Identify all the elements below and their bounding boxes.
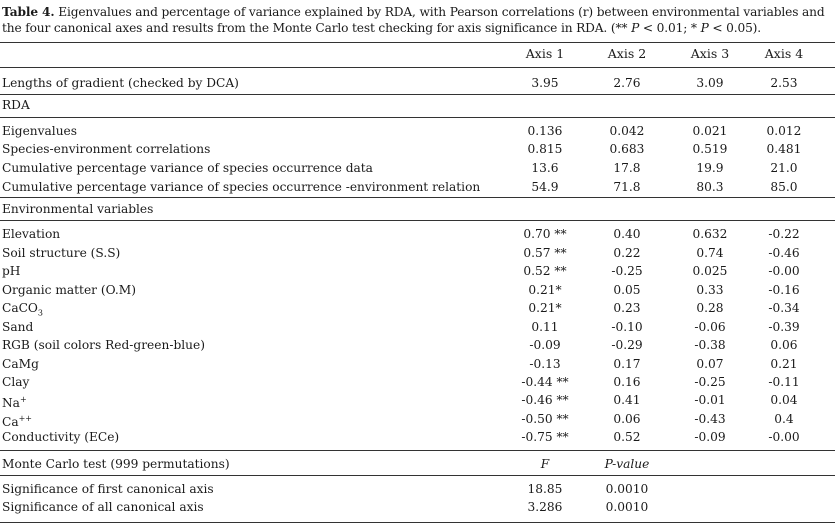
table-cell: 0.40 [613,227,641,241]
table-row [0,140,835,158]
header-row [0,45,835,63]
table-cell: -0.25 [611,264,643,278]
table-cell: -0.43 [694,412,726,426]
row-label-text: Ca [2,415,19,430]
monte-title: Monte Carlo test (999 permutations) [2,457,230,471]
table-cell: 71.8 [613,180,641,194]
rda-section-row [0,96,835,114]
table-cell: -0.00 [768,430,800,444]
table-cell: 0.21* [528,301,562,315]
table-cell: 3.95 [531,76,559,90]
table-cell: -0.22 [768,227,800,241]
table-cell: 0.52 [613,430,641,444]
table-cell: -0.38 [694,338,726,352]
table-cell: -0.01 [694,393,726,407]
row-label: CaMg [2,357,39,371]
table-cell: 0.815 [527,142,563,156]
row-label-sup: + [19,395,27,404]
table-cell: -0.11 [768,375,800,389]
table-cell: 0.632 [692,227,728,241]
row-label: RGB (soil colors Red-green-blue) [2,338,205,352]
table-row [0,318,835,336]
table-cell: 0.06 [770,338,798,352]
table-cell: 0.025 [692,264,728,278]
table-cell: 0.16 [613,375,641,389]
table-cell: 0.04 [770,393,798,407]
table-cell: -0.13 [529,357,561,371]
row-label: Cumulative percentage variance of species occurrence -environment relation [2,180,481,194]
row-label [2,391,27,412]
row-label-text: Na [2,396,20,411]
table-cell: 0.22 [613,246,641,260]
table-cell: 3.09 [696,76,724,90]
header-axis-2: Axis 2 [607,46,647,61]
table-cell: 0.481 [766,142,802,156]
table-cell: 0.57 ** [523,246,567,260]
table-cell: 0.23 [613,301,641,315]
table-row [0,336,835,354]
caption-text-c: < 0.05). [708,21,762,35]
table-cell: -0.06 [694,320,726,334]
table-cell: 0.17 [613,357,641,371]
row-label-sub: 3 [37,308,44,318]
row-label: Conductivity (ECe) [2,430,120,444]
table-cell: 18.85 [527,482,563,496]
table-cell: 3.286 [527,500,563,514]
row-label: Significance of first canonical axis [2,482,214,496]
table-cell: 0.07 [696,357,724,371]
table-cell: -0.34 [768,301,800,315]
env-end-rule [0,450,835,451]
caption-text-a: Eigenvalues and percentage of variance explained by RDA, with Pearson correlations (r) between environmental variables and the four canonical axes and results from the Monte Carlo test checking for axis significance in RDA. (** [2,5,825,35]
monte-col-f: F [540,457,550,471]
row-label: pH [2,264,21,278]
table-cell: -0.09 [529,338,561,352]
caption-label: Table 4. [2,5,55,19]
table-cell: 0.519 [692,142,728,156]
env-section-title: Environmental variables [2,202,154,216]
header-axis-3: Axis 3 [690,46,730,61]
table-cell: -0.29 [611,338,643,352]
table-row [0,178,835,196]
table-cell: -0.10 [611,320,643,334]
env-rule [0,220,835,221]
table-cell: 0.012 [766,124,802,138]
table-cell: -0.00 [768,264,800,278]
table-cell: 0.021 [692,124,728,138]
table-cell: 0.06 [613,412,641,426]
row-label: Sand [2,320,34,334]
bottom-rule [0,522,835,523]
row-label: Significance of all canonical axis [2,500,204,514]
table-row [0,428,835,446]
table-row [0,498,835,516]
table-cell: 80.3 [696,180,724,194]
monte-col-p: P-value [604,457,650,471]
table-cell: 2.76 [613,76,641,90]
table-row [0,159,835,177]
row-label-sup: ++ [18,414,32,423]
rda-end-rule [0,197,835,198]
table-row [0,281,835,299]
caption-p2: P [700,21,709,35]
row-label: Soil structure (S.S) [2,246,121,260]
header-axis-1: Axis 1 [525,46,565,61]
table-cell: -0.25 [694,375,726,389]
table-cell: 13.6 [531,161,559,175]
table-cell: 0.4 [774,412,794,426]
caption-p1: P [631,21,640,35]
table-cell: -0.39 [768,320,800,334]
table-cell: 21.0 [770,161,798,175]
table-row [0,391,835,409]
table-cell: 0.74 [696,246,724,260]
table-row [0,410,835,428]
gradient-label: Lengths of gradient (checked by DCA) [2,76,239,90]
table-cell: 0.52 ** [523,264,567,278]
monte-rule [0,475,835,476]
table-cell: -0.09 [694,430,726,444]
table-cell: 2.53 [770,76,798,90]
rda-section-title: RDA [2,98,30,112]
table-row [0,373,835,391]
table-cell: 0.33 [696,283,724,297]
top-rule [0,42,835,43]
table-cell: -0.46 [768,246,800,260]
env-section-row [0,200,835,218]
table-cell: 0.41 [613,393,641,407]
table-cell: 0.0010 [605,482,649,496]
header-rule [0,67,835,68]
table-cell: -0.75 ** [521,430,569,444]
row-label: Cumulative percentage variance of species occurrence data [2,161,373,175]
row-label: Eigenvalues [2,124,78,138]
table-row [0,299,835,317]
table-cell: 0.11 [531,320,559,334]
table-row [0,244,835,262]
table-cell: 0.28 [696,301,724,315]
table-row [0,480,835,498]
table-cell: 17.8 [613,161,641,175]
table-cell: -0.46 ** [521,393,569,407]
rda-rule [0,117,835,118]
gradient-rule [0,94,835,95]
table-cell: 0.042 [609,124,645,138]
row-label-text: CaCO [2,301,38,315]
table-cell: 0.136 [527,124,563,138]
row-label: Organic matter (O.M) [2,283,137,297]
row-label: Clay [2,375,30,389]
table-cell: 0.21 [770,357,798,371]
row-label: Species-environment correlations [2,142,211,156]
table-cell: 19.9 [696,161,724,175]
table-cell: -0.16 [768,283,800,297]
table-caption [2,4,832,36]
gradient-row [0,74,835,92]
table-cell: 0.21* [528,283,562,297]
table-cell: 0.683 [609,142,645,156]
table-row [0,355,835,373]
table-cell: -0.44 ** [521,375,569,389]
table-row [0,122,835,140]
table-cell: 0.0010 [605,500,649,514]
monte-header-row [0,455,835,473]
header-axis-4: Axis 4 [764,46,804,61]
caption-text-b: < 0.01; * [639,21,701,35]
table-cell: 0.05 [613,283,641,297]
row-label: Elevation [2,227,61,241]
table-cell: -0.50 ** [521,412,569,426]
table-row [0,262,835,280]
table-row [0,225,835,243]
table-cell: 85.0 [770,180,798,194]
table-cell: 54.9 [531,180,559,194]
table-cell: 0.70 ** [523,227,567,241]
